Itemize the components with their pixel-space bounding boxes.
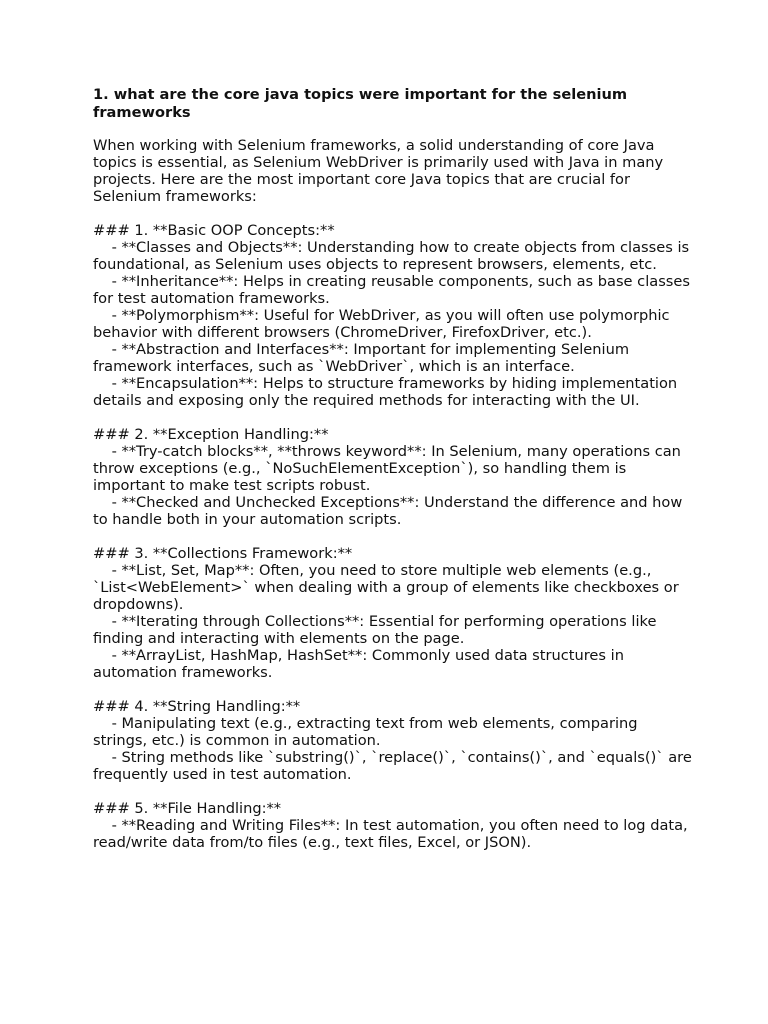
list-item: - **Iterating through Collections**: Essential for performing operations like finding and interacting with elements on the page.	[93, 613, 662, 647]
section-heading: ### 3. **Collections Framework:**	[93, 545, 353, 562]
section-file-handling	[93, 800, 693, 851]
section-heading: ### 4. **String Handling:**	[93, 698, 301, 715]
section-collections	[93, 545, 693, 681]
list-item: - String methods like `substring()`, `replace()`, `contains()`, and `equals()` are frequently used in test automation.	[93, 749, 697, 783]
list-item: - **Classes and Objects**: Understanding how to create objects from classes is foundational, as Selenium uses objects to represent browsers, elements, etc.	[93, 239, 694, 273]
spacer	[93, 205, 693, 222]
spacer	[93, 121, 693, 137]
list-item: - **Reading and Writing Files**: In test automation, you often need to log data, read/write data from/to files (e.g., text files, Excel, or JSON).	[93, 817, 693, 851]
section-heading: ### 2. **Exception Handling:**	[93, 426, 329, 443]
list-item: - Manipulating text (e.g., extracting text from web elements, comparing strings, etc.) is common in automation.	[93, 715, 643, 749]
section-basic-oop	[93, 222, 693, 409]
spacer	[93, 528, 693, 545]
document-page	[93, 86, 697, 851]
list-item: - **Abstraction and Interfaces**: Important for implementing Selenium framework interfaces, such as `WebDriver`, which is an interface.	[93, 341, 634, 375]
section-heading: ### 1. **Basic OOP Concepts:**	[93, 222, 335, 239]
spacer	[93, 783, 693, 800]
spacer	[93, 681, 693, 698]
list-item: - **List, Set, Map**: Often, you need to store multiple web elements (e.g., `List<WebElement>` when dealing with a group of elements like checkboxes or dropdowns).	[93, 562, 684, 613]
section-exception-handling	[93, 426, 693, 528]
list-item: - **Checked and Unchecked Exceptions**: Understand the difference and how to handle both in your automation scripts.	[93, 494, 687, 528]
list-item: - **ArrayList, HashMap, HashSet**: Commonly used data structures in automation frameworks.	[93, 647, 629, 681]
document-title: 1. what are the core java topics were important for the selenium frameworks	[93, 86, 628, 121]
spacer	[93, 409, 693, 426]
list-item: - **Polymorphism**: Useful for WebDriver, as you will often use polymorphic behavior with different browsers (ChromeDriver, FirefoxDriver, etc.).	[93, 307, 675, 341]
list-item: - **Encapsulation**: Helps to structure frameworks by hiding implementation details and exposing only the required methods for interacting with the UI.	[93, 375, 682, 409]
intro-paragraph: When working with Selenium frameworks, a solid understanding of core Java topics is essential, as Selenium WebDriver is primarily used with Java in many projects. Here are the most important core Java topics that are crucial for Selenium frameworks:	[93, 137, 668, 205]
section-string-handling	[93, 698, 697, 783]
list-item: - **Try-catch blocks**, **throws keyword**: In Selenium, many operations can throw exceptions (e.g., `NoSuchElementException`), so handling them is important to make test scripts robust.	[93, 443, 686, 494]
section-heading: ### 5. **File Handling:**	[93, 800, 282, 817]
list-item: - **Inheritance**: Helps in creating reusable components, such as base classes for test automation frameworks.	[93, 273, 695, 307]
